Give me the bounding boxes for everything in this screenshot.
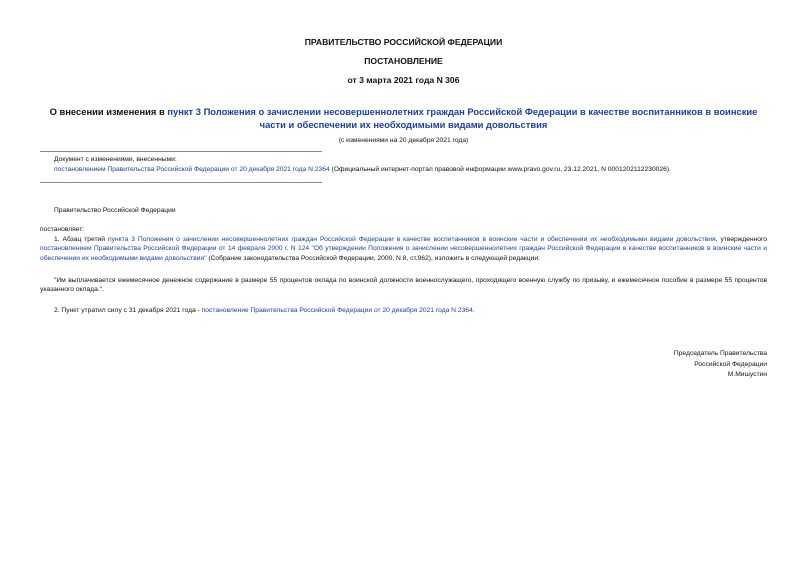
signature-name: М.Мишустин	[727, 371, 767, 378]
p1-start: 1. Абзац третий	[54, 236, 108, 243]
p1-mid: , утвержденного	[715, 236, 767, 243]
government-header: ПРАВИТЕЛЬСТВО РОССИЙСКОЙ ФЕДЕРАЦИИ	[304, 37, 503, 47]
p2-end: .	[472, 307, 475, 314]
changes-link-decree-2364[interactable]: постановлением Правительства Российской Федерации от 20 декабря 2021 года N 2364	[54, 166, 330, 173]
p2-link-decree-2364[interactable]: постановление Правительства Российской Федерации от 20 декабря 2021 года N 2364	[201, 307, 473, 314]
changes-entry	[54, 165, 774, 174]
paragraph-1	[40, 235, 767, 263]
document-title	[40, 105, 767, 131]
p1-link-point-3[interactable]: пункта 3 Положения о зачислении несовершеннолетних граждан Российской Федерации в качестве воспитанников в воинские части и обеспечении их необходимыми видами довольствия	[107, 236, 716, 243]
title-link-point-3[interactable]: пункт 3 Положения о зачислении несовершеннолетних граждан Российской Федерации в качестве воспитанников в воинские части и обеспечении их необходимыми видами довольствия	[167, 106, 758, 130]
signature-title-line1: Председатель Правительства	[673, 350, 767, 357]
bottom-divider	[40, 182, 322, 183]
quoted-text: "Им выплачивается ежемесячное денежное содержание в размере 55 процентов оклада по воинской должности военнослужащего, проходящего военную службу по призыву, и ежемесячное пособие в размере 55 процентов указанного оклада.".	[40, 277, 767, 294]
top-divider	[40, 151, 322, 152]
title-prefix: О внесении изменения в	[49, 106, 168, 117]
p2-start: 2. Пункт утратил силу с 31 декабря 2021 года -	[54, 307, 202, 314]
document-type: ПОСТАНОВЛЕНИЕ	[364, 56, 443, 66]
issuer: Правительство Российской Федерации	[54, 207, 176, 214]
changes-label: Документ с изменениями, внесенными:	[54, 156, 177, 163]
changes-source: (Официальный интернет-портал правовой информации www.pravo.gov.ru, 23.12.2021, N 0001202112230026).	[329, 166, 671, 173]
p1-end: (Собрание законодательства Российской Федерации, 2000, N 8, ст.962), изложить в следующей редакции:	[206, 254, 540, 262]
signature-title-line2: Российской Федерации	[694, 361, 767, 368]
p1-link-decree-124[interactable]: постановлением Правительства Российской Федерации от 14 февраля 2000 г. N 124 "Об утверждении Положения о зачислении несовершеннолетних граждан Российской Федерации в качестве воспитанников в воинские части и обеспечении их необходимыми видами довольствия"	[40, 245, 767, 262]
paragraph-2	[54, 306, 774, 315]
revision-note: (с изменениями на 20 декабря 2021 года)	[338, 137, 469, 144]
decrees-word: постановляет:	[40, 226, 85, 233]
document-date-number: от 3 марта 2021 года N 306	[347, 75, 460, 85]
